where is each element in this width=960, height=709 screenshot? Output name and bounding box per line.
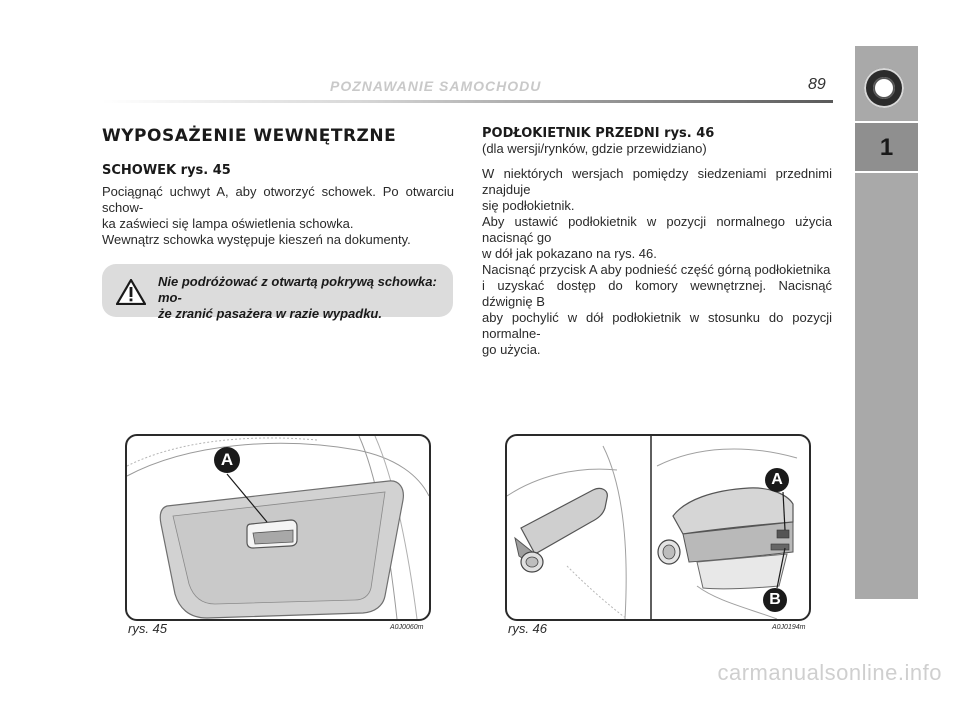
label-a-marker: A [765, 468, 789, 492]
warning-line: że zranić pasażera w razie wypadku. [158, 306, 382, 321]
armrest-subheading: PODŁOKIETNIK PRZEDNI rys. 46 [482, 126, 715, 141]
label-a-marker: A [214, 447, 240, 473]
paragraph-line: w dół jak pokazano na rys. 46. [482, 246, 657, 261]
armrest-note: (dla wersji/rynków, gdzie przewidziano) [482, 141, 707, 156]
warning-line: Nie podróżować z otwartą pokrywą schowka: mo- [158, 274, 437, 305]
label-b-marker: B [763, 588, 787, 612]
warning-text [158, 274, 440, 322]
figure-46-armrest [505, 434, 811, 621]
header-rule [102, 100, 833, 103]
glovebox-paragraph [102, 184, 454, 248]
paragraph-line: Wewnątrz schowka występuje kieszeń na dokumenty. [102, 232, 411, 247]
paragraph-line: się podłokietnik. [482, 198, 575, 213]
glovebox-subheading: SCHOWEK rys. 45 [102, 163, 231, 178]
paragraph-line: i uzyskać dostęp do komory wewnętrznej. Nacisnąć dźwignię B [482, 278, 832, 309]
section-title: POZNAWANIE SAMOCHODU [330, 78, 542, 94]
paragraph-line: Nacisnąć przycisk A aby podnieść część górną podłokietnika [482, 262, 831, 277]
brand-logo-icon [864, 68, 904, 108]
figure-45-glovebox [125, 434, 431, 621]
figure-45-code: A0J0060m [390, 624, 424, 631]
chapter-number: 1 [879, 134, 894, 161]
figure-45-caption: rys. 45 [128, 621, 168, 636]
paragraph-line: W niektórych wersjach pomiędzy siedzeniami przednimi znajduje [482, 166, 832, 197]
figure-46-code: A0J0194m [772, 624, 806, 631]
armrest-illustration [507, 436, 809, 619]
figure-46-caption: rys. 46 [508, 621, 548, 636]
paragraph-line: Pociągnąć uchwyt A, aby otworzyć schowek. Po otwarciu schow- [102, 184, 454, 215]
paragraph-line: aby pochylić w dół podłokietnik w stosunku do pozycji normalne- [482, 310, 832, 341]
watermark-text: carmanualsonline.info [717, 660, 942, 685]
sidebar-divider [855, 171, 918, 173]
warning-triangle-icon [116, 279, 146, 305]
section-heading: WYPOSAŻENIE WEWNĘTRZNE [102, 126, 397, 146]
page-number: 89 [808, 76, 826, 93]
paragraph-line: go użycia. [482, 342, 541, 357]
armrest-paragraph [482, 166, 832, 358]
paragraph-line: ka zaświeci się lampa oświetlenia schowka. [102, 216, 354, 231]
paragraph-line: Aby ustawić podłokietnik w pozycji normalnego użycia nacisnąć go [482, 214, 832, 245]
glovebox-illustration [127, 436, 429, 619]
